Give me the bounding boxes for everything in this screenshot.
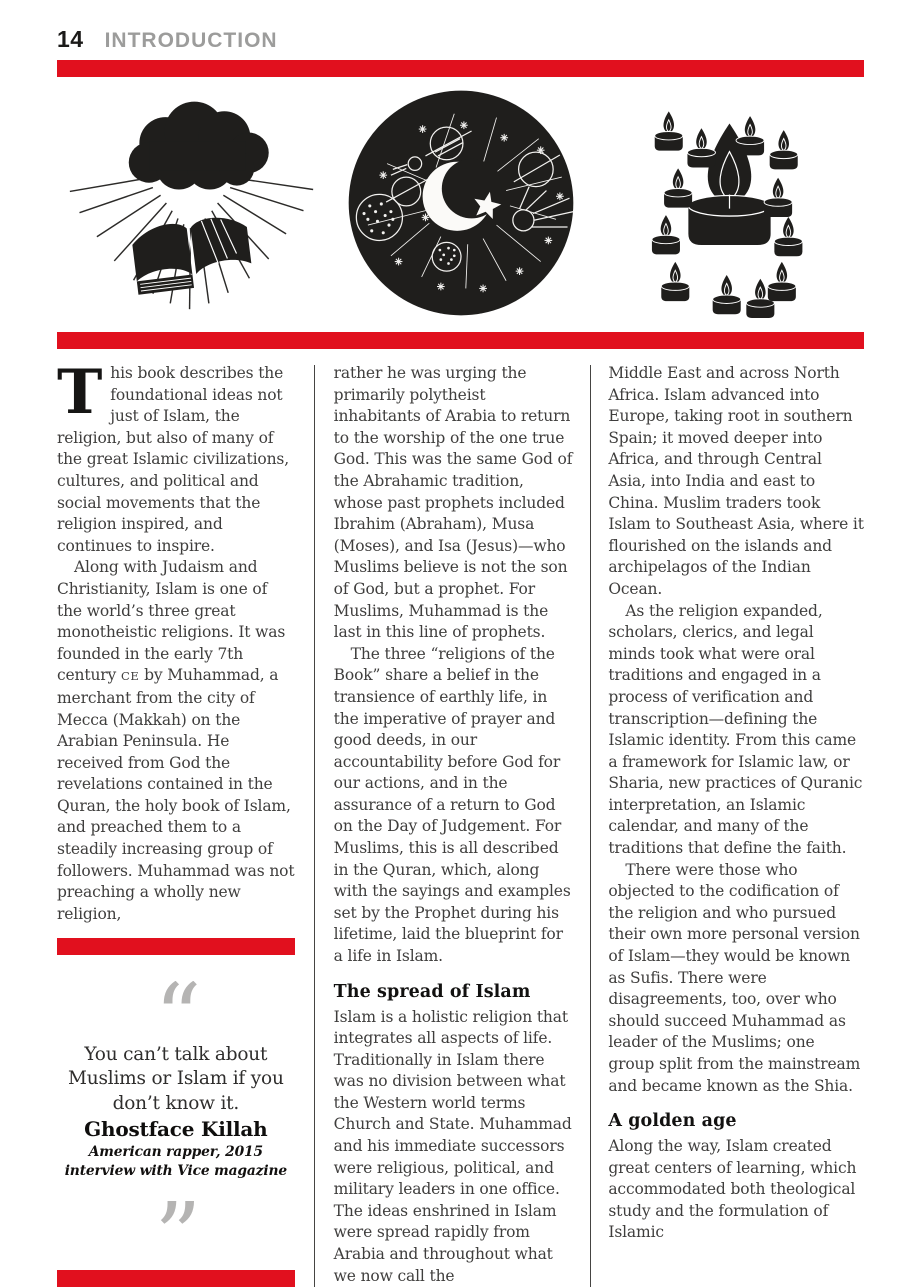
quote-attribution: American rapper, 2015 interview with Vice magazine [57,1143,295,1180]
paragraph: The three “religions of the Book” share a belief in the transience of earthly life, in the imperative of prayer and good deeds, in our accountability before God for our actions, and in the assurance of a return to God on the Day of Judgement. For Muslims, this is all described in the Quran, which, along with the sayings and examples set by the Prophet during his lifetime, laid the blueprint for a life in Islam. [334,644,574,968]
quote-text: You can’t talk about Muslims or Islam if you don’t know it. [57,1043,295,1115]
quote-author: Ghostface Killah [57,1119,295,1141]
paragraph-text: his book describes the foundational ideas not just of Islam, the religion, but also of many of the great Islamic civilizations, cultures, and political and social movements that the religion inspired, and continues to inspire. [57,364,289,555]
cloud-rays-book-svg [66,87,317,319]
section-title: INTRODUCTION [105,29,278,53]
paragraph [57,557,295,925]
paragraph [57,363,295,557]
subheading-spread-of-islam: The spread of Islam [334,982,574,1004]
column-1 [57,363,295,1287]
paragraph: rather he was urging the primarily polytheist inhabitants of Arabia to return to the worship of the one true God. This was the same God of the Abrahamic tradition, whose past prophets included Ibrahim (Abraham), Musa (Moses), and Isa (Jesus)—who Muslims believe is not the son of God, but a prophet. For Muslims, Muhammad is the last in this line of prophets. [334,363,574,644]
close-quote-icon: ” [57,1200,295,1256]
pull-quote [57,938,295,1287]
candles-icon [595,86,864,320]
page-number: 14 [57,26,84,53]
header-rule [57,60,864,77]
open-quote-icon: “ [57,981,295,1037]
candles-svg [608,86,851,320]
small-caps-era: CE [121,669,139,683]
column-divider [590,365,591,1287]
divider-rule [57,332,864,349]
paragraph: Islam is a holistic religion that integrates all aspects of life. Traditionally in Islam there was no division between what the Western world terms Church and State. Muhammad and his immediate successors were religious, political, and military leaders in one office. The ideas enshrined in Islam were spread rapidly from Arabia and throughout what we now call the [334,1007,574,1287]
page-header [57,26,864,77]
illustration-row [57,81,864,325]
cloud-rays-book-icon [57,87,326,319]
paragraph: Along the way, Islam created great centers of learning, which accommodated both theological study and the formulation of Islamic [608,1136,864,1244]
paragraph: There were those who objected to the codification of the religion and who pursued their own more personal version of Islam—they would be known as Sufis. There were disagreements, too, over who should succeed Muhammad as leader of the Muslims; one group split from the mainstream and became known as the Shia. [608,860,864,1098]
paragraph-text: by Muhammad, a merchant from the city of Mecca (Makkah) on the Arabian Peninsula. He received from God the revelations contained in the Quran, the holy book of Islam, and preached them to a steadily increasing group of followers. Muhammad was not preaching a wholly new religion, [57,666,294,923]
column-2 [334,363,574,1287]
column-3 [608,363,864,1287]
drop-cap: T [57,363,110,418]
paragraph: As the religion expanded, scholars, clerics, and legal minds took what were oral traditions and engaged in a process of verification and transcription—defining the Islamic identity. From this came a framework for Islamic law, or Sharia, new practices of Quranic interpretation, an Islamic calendar, and many of the traditions that define the faith. [608,601,864,860]
paragraph-text: Along with Judaism and Christianity, Islam is one of the world’s three great monotheistic religions. It was founded in the early 7th century [57,558,285,684]
article-body [57,363,864,1287]
quote-bottom-rule [57,1270,295,1287]
column-divider [314,365,315,1287]
subheading-golden-age: A golden age [608,1111,864,1133]
paragraph: Middle East and across North Africa. Islam advanced into Europe, taking root in southern Spain; it moved deeper into Africa, and through Central Asia, into India and east to China. Muslim traders took Islam to Southeast Asia, where it flourished on the islands and archipelagos of the Indian Ocean. [608,363,864,601]
crescent-cosmos-svg [341,83,581,323]
crescent-cosmos-icon [326,83,595,323]
quote-top-rule [57,938,295,955]
